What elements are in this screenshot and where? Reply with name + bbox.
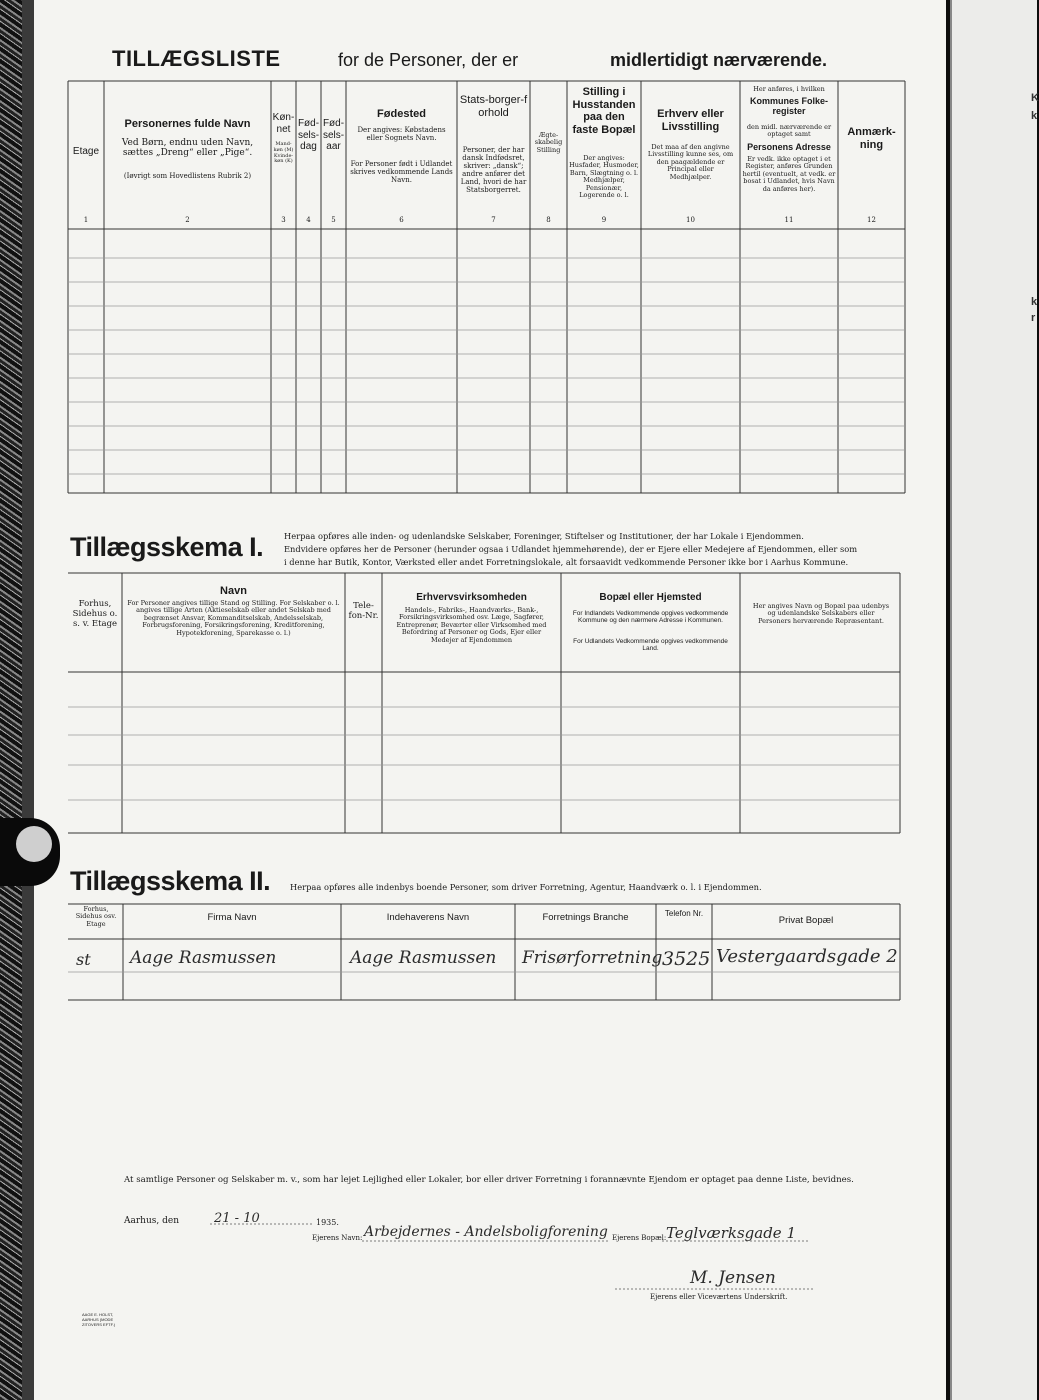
skema1-col-bopael-sub1: For Indlandets Vedkommende opgives vedkommende Kommune og den nærmere Adresse i Kommunen. — [572, 610, 729, 625]
footer-date: 21 - 10 — [214, 1211, 260, 1226]
col-etage-head: Etage — [72, 146, 100, 157]
skema1-col-bopael: Bopæl eller Hjemsted — [599, 592, 702, 603]
owner-name: Arbejdernes - Andelsboligforening — [364, 1224, 608, 1240]
col-number: 1 — [83, 216, 89, 224]
col-anmaerkning-head: Anmærk-ning — [847, 126, 896, 151]
skema2-col-firma: Firma Navn — [207, 912, 257, 923]
skema1-title: Tillægsskema I. — [70, 532, 264, 562]
footer-city: Aarhus, den — [124, 1216, 179, 1226]
col-number: 3 — [281, 216, 286, 224]
col-number: 7 — [491, 216, 496, 224]
col-number: 9 — [601, 216, 607, 224]
col-number: 12 — [867, 216, 876, 224]
col-erhverv-sub: Det maa af den angivne Livsstilling kunne ses, om den paagældende er Principal eller Medhjælper. — [647, 143, 734, 181]
footer-year: 1935. — [316, 1218, 339, 1227]
skema1-col-navn-sub: For Personer angives tillige Stand og Stilling. For Selskaber o. l. angives tillige Arten (Aktieselskab eller andet Selskab med begrænset Ansvar, Kommanditselskab, Andelsselskab, Forbrugsforening, Forsikringsforening, Kreditforening, Hypotekforening, Sparekasse o. l.) — [127, 599, 340, 637]
skema2-col-telefon: Telefon Nr. — [664, 909, 704, 918]
skema1-desc-2: Endvidere opføres her de Personer (herunder ogsaa i Udlandet hjemmehørende), der er Ejere eller Medejere af Ejendommen, eller som — [284, 544, 858, 554]
col-erhverv-head: Erhverv eller Livsstilling — [657, 108, 724, 133]
col-number: 4 — [306, 216, 311, 224]
tillaegsliste-title: TILLÆGSLISTE — [112, 46, 281, 71]
row-etage: st — [76, 950, 91, 969]
owner-address-label: Ejerens Bopæl: — [612, 1234, 667, 1242]
printer-mark: AAGE E. HOLST, AARHUS (MODE ZITOVERS EFTF.) — [82, 1312, 116, 1328]
signature: M. Jensen — [690, 1268, 776, 1288]
tillaegsliste-title-bold: midlertidigt nærværende. — [610, 50, 828, 70]
skema2-col-etage: Forhus, Sidehus osv. Etage — [75, 905, 117, 928]
col-number: 5 — [331, 216, 336, 224]
col-number: 8 — [546, 216, 551, 224]
col-foedselsdag-head: Fød-sels-dag — [297, 118, 320, 152]
col-statsborger-sub: Personer, der har dansk Indfødsret, skriver: „dansk“; andre anfører det Land, hvori de har Statsborgerret. — [460, 146, 527, 195]
col-koen-head: Køn-net — [272, 112, 295, 135]
skema2-col-indehaver: Indehaverens Navn — [386, 912, 470, 923]
skema1-desc-3: i denne har Butik, Kontor, Værksted eller andet Forretningslokale, alt forsaavidt vedkommende Personer ikke bor i Aarhus Kommune. — [284, 557, 849, 567]
col-foedselsaar-head: Fød-sels-aar — [322, 118, 345, 152]
skema1-col-navn: Navn — [220, 585, 247, 597]
signature-label: Ejerens eller Viceværtens Underskrift. — [650, 1293, 788, 1301]
row-firma: Aage Rasmussen — [130, 948, 277, 968]
row-telefon: 3525 — [662, 948, 711, 970]
col-navn-head: Personernes fulde Navn — [124, 118, 251, 130]
col-adresse-sub: Er vedk. ikke optaget i et Register, anføres Grunden hertil (eventuelt, at vedk. er bosat i Udlandet, hvis Navn da anføres her). — [742, 155, 836, 193]
owner-name-label: Ejerens Navn: — [312, 1234, 363, 1242]
adjacent-page-char: k — [1031, 110, 1038, 122]
col-koen-sub: Mand-køn (M) Kvinde-køn (K) — [273, 141, 294, 165]
adjacent-page-char: k — [1031, 296, 1038, 308]
skema1-col-repraesentant: Her angives Navn og Bopæl paa udenbys og udenlandske Selskabers eller Personers herværende Repræsentant. — [752, 602, 890, 625]
col-adresse-pre: Her anføres, i hvilken — [753, 85, 825, 93]
row-privat-bopael: Vestergaardsgade 2 — [716, 946, 898, 967]
col-number: 2 — [185, 216, 190, 224]
skema1-col-erhverv: Erhvervsvirksomheden — [416, 592, 527, 603]
col-number: 11 — [784, 216, 794, 224]
col-adresse-mid: den midl. nærværende er optaget samt — [746, 123, 832, 139]
row-indehaver: Aage Rasmussen — [350, 948, 497, 968]
col-statsborger-head: Stats-borger-forhold — [459, 94, 528, 119]
skema2-desc: Herpaa opføres alle indenbys boende Personer, som driver Forretning, Agentur, Haandværk o. l. i Ejendommen. — [290, 882, 762, 892]
skema1-col-erhverv-sub: Handels-, Fabriks-, Haandværks-, Bank-, Forsikringsvirksomhed osv. Læge, Sagfører, Entreprenør, Beværter eller Virksomhed med Befordring af Personer og Gods, Ejer eller Medejer af Ejendommen — [396, 606, 547, 644]
col-number: 6 — [399, 216, 404, 224]
col-foedested-head: Fødested — [377, 108, 426, 120]
skema1-desc-1: Herpaa opføres alle inden- og udenlandske Selskaber, Foreninger, Stiftelser og Institutioner, der har Lokale i Ejendommen. — [284, 531, 804, 541]
col-navn-sub: Ved Børn, endnu uden Navn, sættes „Dreng“ eller „Pige“. — [121, 138, 254, 159]
skema2-col-branche: Forretnings Branche — [542, 912, 629, 923]
skema2-title: Tillægsskema II. — [70, 866, 271, 896]
col-foedested-sub2: For Personer født i Udlandet skrives vedkommende Lands Navn. — [350, 160, 453, 185]
footer-declaration: At samtlige Personer og Selskaber m. v., som har lejet Lejlighed eller Lokaler, bor eller driver Forretning i forannævnte Ejendom er optaget paa denne Liste, bevidnes. — [124, 1175, 854, 1185]
skema1-col-etage: Forhus, Sidehus o. s. v. Etage — [72, 599, 118, 629]
col-adresse-head2: Personens Adresse — [747, 142, 831, 152]
owner-address: Teglværksgade 1 — [666, 1224, 796, 1242]
col-adresse-head: Kommunes Folke-register — [749, 96, 828, 117]
col-aegteskab-sub: Ægte-skabelig Stilling — [534, 131, 563, 154]
col-foedested-sub: Der angives: Købstadens eller Sognets Navn. — [357, 126, 446, 143]
col-stilling-head: Stilling i Husstanden paa den faste Bopæl — [572, 86, 636, 136]
adjacent-page-char: r — [1031, 312, 1036, 324]
skema1-col-bopael-sub2: For Udlandets Vedkommende opgives vedkommende Land. — [573, 638, 728, 653]
col-stilling-sub: Der angives: Husfader, Husmoder, Barn, Slægtning o. l. Medhjælper, Pensionær, Logerende o. l. — [569, 154, 639, 200]
col-number: 10 — [686, 216, 695, 224]
skema2-col-privat-bopael: Privat Bopæl — [778, 915, 834, 926]
skema1-col-telefon: Tele-fon-Nr. — [348, 601, 379, 621]
col-navn-sub2: (Iøvrigt som Hovedlistens Rubrik 2) — [123, 172, 252, 180]
row-branche: Frisørforretning — [522, 948, 663, 968]
tillaegsliste-title-for: for de Personer, der er — [338, 50, 519, 70]
adjacent-page-char: K — [1031, 92, 1039, 104]
